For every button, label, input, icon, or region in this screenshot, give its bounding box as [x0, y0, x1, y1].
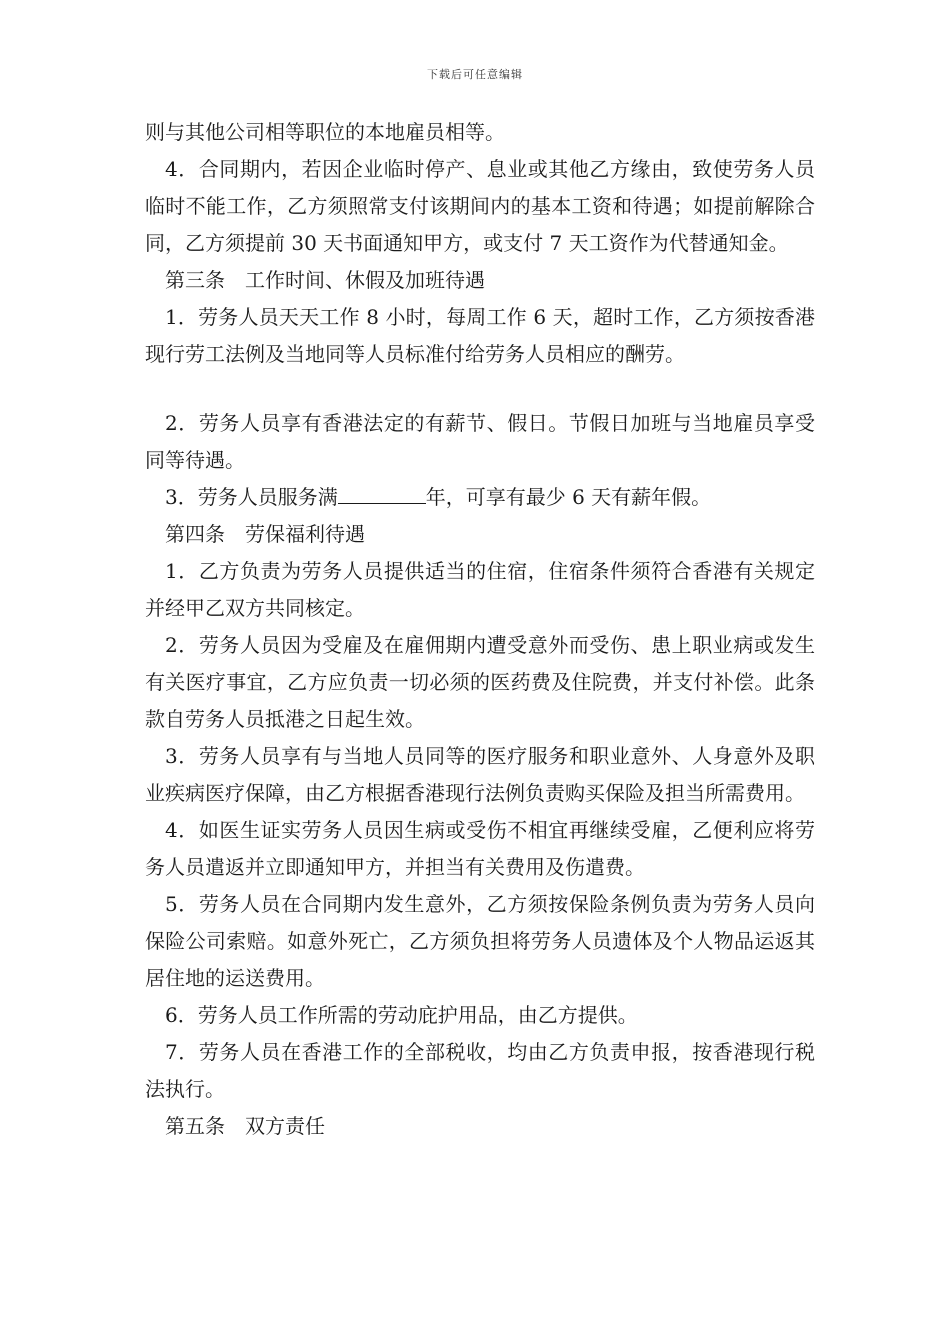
clause-4-3: 3．劳务人员享有与当地人员同等的医疗服务和职业意外、人身意外及职业疾病医疗保障，由乙方根据香港现行法例负责购买保险及担当所需费用。 — [145, 744, 815, 805]
clause-2-4: 4．合同期内，若因企业临时停产、息业或其他乙方缘由，致使劳务人员临时不能工作，乙方须照常支付该期间内的基本工资和待遇；如提前解除合同，乙方须提前 30 天书面通知甲方，或支付 7 天工资作为代替通知金。 — [145, 157, 815, 255]
clause-3-3-after: 年，可享有最少 6 天有薪年假。 — [425, 485, 712, 509]
clause-4-6: 6．劳务人员工作所需的劳动庇护用品，由乙方提供。 — [165, 1003, 638, 1027]
clause-4-5: 5．劳务人员在合同期内发生意外，乙方须按保险条例负责为劳务人员向保险公司索赔。如意外死亡，乙方须负担将劳务人员遗体及个人物品运返其居住地的运送费用。 — [145, 892, 815, 990]
article-3-heading: 第三条 工作时间、休假及加班待遇 — [165, 268, 485, 292]
document-body — [145, 114, 815, 1145]
clause-4-2: 2．劳务人员因为受雇及在雇佣期内遭受意外而受伤、患上职业病或发生有关医疗事宜，乙方应负责一切必须的医药费及住院费，并支付补偿。此条款自劳务人员抵港之日起生效。 — [145, 633, 815, 731]
clause-3-3-before: 3．劳务人员服务满 — [165, 485, 338, 509]
clause-4-4: 4．如医生证实劳务人员因生病或受伤不相宜再继续受雇，乙便利应将劳务人员遣返并立即通知甲方，并担当有关费用及伤遣费。 — [145, 818, 815, 879]
clause-4-7: 7．劳务人员在香港工作的全部税收，均由乙方负责申报，按香港现行税法执行。 — [145, 1040, 815, 1101]
fill-in-blank[interactable] — [338, 483, 426, 504]
clause-3-2: 2．劳务人员享有香港法定的有薪节、假日。节假日加班与当地雇员享受同等待遇。 — [145, 411, 815, 472]
clause-4-1: 1．乙方负责为劳务人员提供适当的住宿，住宿条件须符合香港有关规定并经甲乙双方共同核定。 — [145, 559, 815, 620]
paragraph-gap — [145, 373, 815, 405]
article-5-heading: 第五条 双方责任 — [165, 1114, 325, 1138]
paragraph-continuation: 则与其他公司相等职位的本地雇员相等。 — [145, 120, 505, 144]
page-header: 下载后可任意编辑 — [427, 68, 523, 81]
article-4-heading: 第四条 劳保福利待遇 — [165, 522, 365, 546]
clause-3-1: 1．劳务人员天天工作 8 小时，每周工作 6 天，超时工作，乙方须按香港现行劳工法例及当地同等人员标准付给劳务人员相应的酬劳。 — [145, 305, 815, 366]
clause-3-3 — [145, 479, 815, 516]
